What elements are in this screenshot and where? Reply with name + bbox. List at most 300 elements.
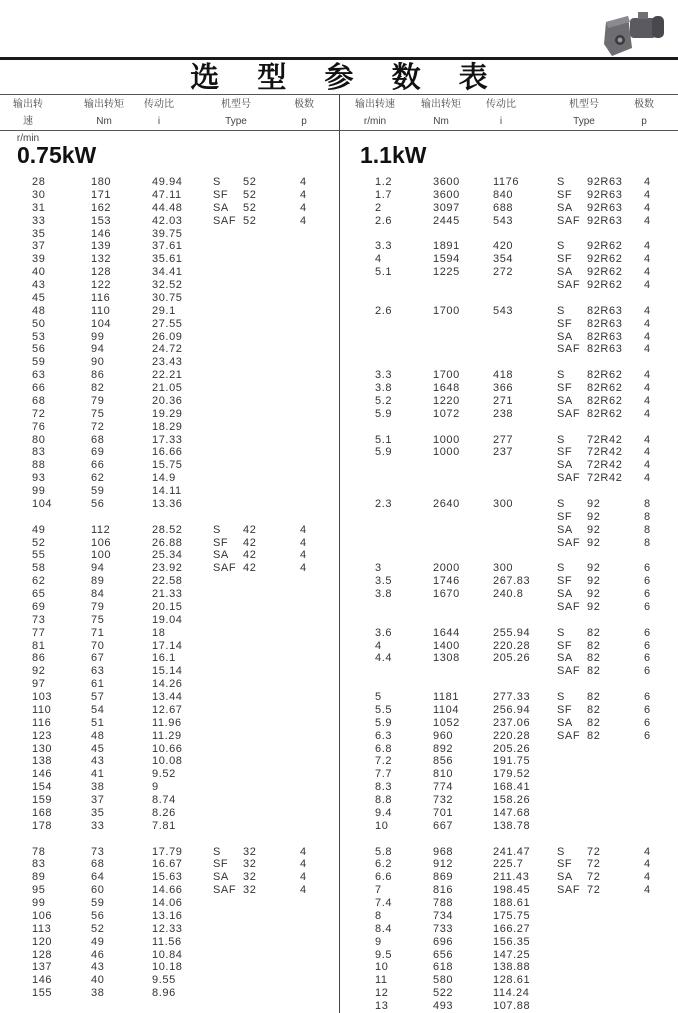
output-torque-cell: 37 (91, 794, 105, 806)
column-header-unit: i (499, 116, 503, 127)
ratio-cell: 16.67 (152, 858, 183, 871)
ratio-cell: 13.44 (152, 691, 183, 703)
table-row (0, 871, 339, 884)
type-series-cell: SF (557, 510, 573, 523)
ratio-cell: 220.28 (493, 639, 531, 652)
output-torque-cell: 89 (91, 575, 105, 588)
output-torque-cell: 734 (433, 909, 454, 922)
group-spacer (340, 292, 678, 305)
poles-cell: 6 (644, 588, 651, 600)
table-row (0, 691, 339, 704)
output-speed-cell: 110 (32, 703, 52, 716)
table-row (340, 253, 678, 266)
output-torque-cell: 48 (91, 729, 105, 742)
ratio-cell: 114.24 (493, 987, 530, 1000)
ratio-cell: 240.8 (493, 588, 524, 600)
output-speed-cell: 68 (32, 394, 46, 407)
table-row (340, 794, 678, 807)
type-size-cell: 82 (587, 716, 601, 729)
ratio-cell: 107.88 (493, 1000, 531, 1012)
group-spacer (340, 833, 678, 846)
type-size-cell: 92 (587, 523, 601, 536)
table-row (0, 240, 339, 253)
table-row (340, 884, 678, 897)
type-series-cell: S (557, 369, 565, 382)
poles-cell: 4 (300, 549, 307, 562)
output-speed-cell: 76 (32, 420, 46, 433)
type-size-cell: 72 (587, 858, 601, 871)
ratio-cell: 168.41 (493, 781, 531, 794)
poles-cell: 6 (644, 652, 651, 665)
output-torque-cell: 1594 (433, 253, 460, 266)
output-speed-cell: 48 (32, 304, 46, 317)
output-speed-cell: 4 (375, 253, 382, 266)
table-row (340, 627, 678, 640)
ratio-cell: 277 (493, 433, 514, 446)
table-row (340, 846, 678, 859)
ratio-cell: 256.94 (493, 703, 531, 716)
output-torque-cell: 2000 (433, 562, 460, 575)
ratio-cell: 267.83 (493, 575, 531, 588)
ratio-cell: 220.28 (493, 729, 531, 742)
output-torque-cell: 146 (91, 227, 112, 240)
ratio-cell: 255.94 (493, 626, 531, 639)
output-torque-cell: 43 (91, 961, 105, 974)
poles-cell: 8 (644, 536, 651, 549)
type-size-cell: 82R63 (587, 304, 623, 317)
table-row (340, 434, 678, 447)
output-speed-cell: 88 (32, 459, 46, 472)
output-speed-cell: 3.8 (375, 588, 393, 600)
type-series-cell: SAF (557, 472, 581, 485)
column-header-unit: Type (225, 116, 247, 127)
output-torque-cell: 892 (433, 742, 454, 755)
output-torque-cell: 73 (91, 845, 105, 858)
type-size-cell: 82 (587, 691, 601, 703)
output-speed-cell: 2.3 (375, 497, 393, 510)
poles-cell: 4 (300, 523, 307, 536)
output-speed-cell: 6.2 (375, 858, 393, 871)
ratio-cell: 237 (493, 446, 514, 459)
output-speed-cell: 5.9 (375, 446, 393, 459)
ratio-cell: 18 (152, 626, 166, 639)
table-row (340, 459, 678, 472)
selection-table-left (0, 176, 339, 1000)
output-torque-cell: 153 (91, 214, 112, 227)
type-size-cell: 82 (587, 626, 601, 639)
type-size-cell: 42 (243, 523, 257, 536)
output-torque-cell: 38 (91, 781, 105, 794)
ratio-cell: 237.06 (493, 716, 531, 729)
ratio-cell: 14.11 (152, 485, 182, 497)
table-row (340, 665, 678, 678)
output-speed-cell: 5.9 (375, 716, 393, 729)
ratio-cell: 188.61 (493, 897, 531, 909)
ratio-cell: 8.26 (152, 806, 176, 819)
table-row (340, 640, 678, 653)
type-series-cell: S (557, 562, 565, 575)
poles-cell: 6 (644, 716, 651, 729)
output-speed-cell: 43 (32, 279, 46, 291)
ratio-cell: 840 (493, 188, 514, 201)
table-row (0, 820, 339, 833)
output-speed-cell: 2 (375, 201, 382, 214)
poles-cell: 4 (300, 845, 307, 858)
output-torque-cell: 733 (433, 922, 454, 935)
output-speed-cell: 30 (32, 188, 46, 201)
ratio-cell: 10.84 (152, 948, 183, 961)
type-size-cell: 72 (587, 871, 601, 884)
table-row (0, 743, 339, 756)
poles-cell: 4 (644, 382, 651, 394)
table-row (0, 614, 339, 627)
poles-cell: 4 (300, 562, 307, 575)
type-series-cell: SA (213, 201, 229, 214)
output-speed-cell: 55 (32, 549, 46, 562)
output-torque-cell: 116 (91, 291, 111, 304)
type-series-cell: SA (213, 549, 229, 562)
table-row (0, 807, 339, 820)
type-series-cell: S (213, 176, 221, 188)
output-torque-cell: 94 (91, 562, 105, 575)
poles-cell: 4 (644, 845, 651, 858)
output-speed-cell: 113 (32, 922, 52, 935)
output-speed-cell: 4 (375, 639, 382, 652)
output-speed-cell: 39 (32, 253, 46, 266)
output-torque-cell: 1746 (433, 575, 460, 588)
type-series-cell: SF (557, 253, 573, 266)
ratio-cell: 271 (493, 394, 514, 407)
output-speed-cell: 33 (32, 214, 46, 227)
ratio-cell: 37.61 (152, 240, 183, 253)
poles-cell: 4 (644, 188, 651, 201)
output-speed-cell: 2.6 (375, 214, 393, 227)
column-header-label: 输出转速 (13, 99, 43, 127)
output-torque-cell: 1220 (433, 394, 460, 407)
poles-cell: 4 (644, 343, 651, 356)
table-row (340, 768, 678, 781)
output-speed-cell: 10 (375, 961, 389, 974)
type-size-cell: 52 (243, 214, 257, 227)
table-row (340, 279, 678, 292)
table-row (340, 871, 678, 884)
table-row (340, 369, 678, 382)
table-row (0, 794, 339, 807)
output-speed-cell: 104 (32, 497, 53, 510)
ratio-cell: 34.41 (152, 266, 183, 279)
ratio-cell: 18.29 (152, 420, 183, 433)
type-size-cell: 52 (243, 176, 257, 188)
ratio-cell: 198.45 (493, 884, 531, 897)
table-row (0, 266, 339, 279)
table-row (0, 665, 339, 678)
table-row (0, 472, 339, 485)
group-spacer (340, 228, 678, 241)
output-speed-cell: 5 (375, 691, 382, 703)
output-torque-cell: 696 (433, 935, 454, 948)
output-speed-cell: 154 (32, 781, 53, 794)
poles-cell: 4 (644, 394, 651, 407)
power-heading-left: 0.75kW (17, 142, 97, 168)
table-row (0, 485, 339, 498)
output-torque-cell: 618 (433, 961, 454, 974)
output-speed-cell: 83 (32, 858, 46, 871)
output-torque-cell: 139 (91, 240, 112, 253)
output-torque-cell: 69 (91, 446, 105, 459)
type-size-cell: 82R62 (587, 369, 623, 382)
poles-cell: 4 (644, 317, 651, 330)
table-row (0, 318, 339, 331)
type-size-cell: 42 (243, 562, 257, 575)
ratio-cell: 191.75 (493, 755, 531, 768)
output-torque-cell: 960 (433, 729, 454, 742)
type-series-cell: S (213, 845, 221, 858)
ratio-cell: 16.66 (152, 446, 183, 459)
ratio-cell: 49.94 (152, 176, 183, 188)
output-torque-cell: 41 (91, 768, 105, 781)
table-row (340, 511, 678, 524)
ratio-cell: 175.75 (493, 909, 531, 922)
output-torque-cell: 61 (91, 678, 105, 691)
ratio-cell: 17.14 (152, 639, 183, 652)
type-series-cell: SF (557, 575, 573, 588)
table-row (0, 923, 339, 936)
table-row (0, 459, 339, 472)
table-row (0, 755, 339, 768)
poles-cell: 4 (644, 433, 651, 446)
output-torque-cell: 75 (91, 407, 105, 420)
output-torque-cell: 67 (91, 652, 105, 665)
table-row (340, 601, 678, 614)
group-spacer (340, 485, 678, 498)
table-row (0, 305, 339, 318)
type-size-cell: 82 (587, 729, 601, 742)
type-size-cell: 82R63 (587, 343, 623, 356)
ratio-cell: 300 (493, 497, 514, 510)
poles-cell: 4 (300, 201, 307, 214)
output-speed-cell: 120 (32, 935, 53, 948)
type-size-cell: 92R63 (587, 214, 623, 227)
output-speed-cell: 116 (32, 716, 52, 729)
type-series-cell: SAF (213, 214, 237, 227)
ratio-cell: 1176 (493, 176, 520, 188)
output-torque-cell: 51 (91, 716, 105, 729)
ratio-cell: 24.72 (152, 343, 183, 356)
type-series-cell: S (557, 497, 565, 510)
type-series-cell: SA (557, 459, 573, 472)
output-speed-cell: 5.5 (375, 703, 393, 716)
output-torque-cell: 1181 (433, 691, 460, 703)
type-size-cell: 72R42 (587, 433, 623, 446)
column-header-unit: p (301, 116, 307, 127)
poles-cell: 4 (644, 459, 651, 472)
ratio-cell: 15.75 (152, 459, 183, 472)
output-torque-cell: 856 (433, 755, 454, 768)
table-row (340, 331, 678, 344)
type-series-cell: SF (557, 382, 573, 394)
type-size-cell: 72R42 (587, 472, 623, 485)
column-header-label: 输出转矩 (84, 99, 124, 110)
output-speed-cell: 78 (32, 845, 46, 858)
ratio-cell: 138.78 (493, 819, 531, 832)
poles-cell: 8 (644, 510, 651, 523)
output-torque-cell: 2445 (433, 214, 460, 227)
table-row (0, 717, 339, 730)
ratio-cell: 21.05 (152, 382, 183, 394)
ratio-cell: 418 (493, 369, 514, 382)
ratio-cell: 25.34 (152, 549, 183, 562)
output-speed-cell: 99 (32, 485, 46, 497)
output-torque-cell: 106 (91, 536, 112, 549)
ratio-cell: 147.68 (493, 806, 531, 819)
type-series-cell: S (557, 691, 565, 703)
type-size-cell: 92R62 (587, 266, 623, 279)
output-torque-cell: 40 (91, 974, 105, 987)
output-speed-cell: 95 (32, 884, 46, 897)
output-torque-cell: 59 (91, 897, 105, 909)
type-size-cell: 92 (587, 588, 601, 600)
output-torque-cell: 656 (433, 948, 454, 961)
output-torque-cell: 1648 (433, 382, 460, 394)
output-speed-cell: 40 (32, 266, 46, 279)
type-series-cell: SAF (557, 600, 581, 613)
ratio-cell: 10.66 (152, 742, 183, 755)
output-speed-cell: 5.1 (375, 266, 393, 279)
poles-cell: 4 (300, 871, 307, 884)
output-torque-cell: 35 (91, 806, 105, 819)
table-row (340, 240, 678, 253)
type-series-cell: SF (213, 188, 229, 201)
output-torque-cell: 59 (91, 485, 105, 497)
type-series-cell: SF (557, 188, 573, 201)
output-torque-cell: 1072 (433, 407, 460, 420)
table-row (0, 768, 339, 781)
type-series-cell: SAF (213, 884, 237, 897)
output-speed-cell: 3.5 (375, 575, 393, 588)
table-row (340, 717, 678, 730)
ratio-cell: 13.36 (152, 497, 183, 510)
table-row (0, 678, 339, 691)
poles-cell: 4 (644, 266, 651, 279)
table-row (340, 537, 678, 550)
power-heading-right: 1.1kW (360, 142, 427, 168)
table-row (0, 202, 339, 215)
ratio-cell: 277.33 (493, 691, 531, 703)
ratio-cell: 543 (493, 304, 514, 317)
table-row (0, 421, 339, 434)
poles-cell: 4 (300, 536, 307, 549)
table-row (0, 588, 339, 601)
poles-cell: 6 (644, 691, 651, 703)
output-torque-cell: 1644 (433, 626, 460, 639)
output-torque-cell: 132 (91, 253, 112, 266)
output-torque-cell: 94 (91, 343, 105, 356)
ratio-cell: 8.96 (152, 987, 176, 1000)
output-speed-cell: 58 (32, 562, 46, 575)
table-row (0, 704, 339, 717)
table-row (0, 176, 339, 189)
output-torque-cell: 70 (91, 639, 105, 652)
ratio-cell: 28.52 (152, 523, 183, 536)
output-torque-cell: 56 (91, 497, 105, 510)
column-header-unit: Nm (433, 116, 449, 127)
output-speed-cell: 159 (32, 794, 53, 806)
table-row (0, 228, 339, 241)
ratio-cell: 354 (493, 253, 514, 266)
output-speed-cell: 8.4 (375, 922, 393, 935)
output-torque-cell: 128 (91, 266, 112, 279)
table-row (340, 730, 678, 743)
ratio-cell: 420 (493, 240, 514, 253)
output-torque-cell: 38 (91, 987, 105, 1000)
table-row (0, 961, 339, 974)
output-speed-cell: 9.5 (375, 948, 393, 961)
table-row (0, 884, 339, 897)
output-speed-cell: 6.8 (375, 742, 393, 755)
type-series-cell: SA (557, 716, 573, 729)
output-torque-cell: 110 (91, 304, 111, 317)
table-row (0, 253, 339, 266)
poles-cell: 4 (644, 176, 651, 188)
gear-motor-product-image (602, 8, 668, 58)
output-speed-cell: 6.3 (375, 729, 393, 742)
group-spacer (340, 421, 678, 434)
table-row (340, 176, 678, 189)
type-series-cell: SF (213, 858, 229, 871)
type-size-cell: 32 (243, 845, 257, 858)
table-row (340, 755, 678, 768)
type-size-cell: 92R62 (587, 240, 623, 253)
ratio-cell: 13.16 (152, 909, 183, 922)
output-speed-cell: 146 (32, 768, 53, 781)
output-torque-cell: 90 (91, 356, 105, 369)
type-size-cell: 92R63 (587, 176, 623, 188)
output-speed-cell: 130 (32, 742, 53, 755)
table-row (0, 575, 339, 588)
type-series-cell: SF (557, 858, 573, 871)
ratio-cell: 272 (493, 266, 514, 279)
table-row (340, 987, 678, 1000)
table-row (340, 588, 678, 601)
poles-cell: 4 (300, 176, 307, 188)
output-speed-cell: 3.6 (375, 626, 393, 639)
table-row (0, 974, 339, 987)
output-torque-cell: 1104 (433, 703, 460, 716)
table-row (340, 974, 678, 987)
ratio-cell: 300 (493, 562, 514, 575)
column-header-label: 极数 (634, 99, 654, 110)
table-row (340, 305, 678, 318)
poles-cell: 4 (644, 871, 651, 884)
output-speed-cell: 7.7 (375, 768, 393, 781)
ratio-cell: 14.06 (152, 897, 183, 909)
table-row (0, 627, 339, 640)
table-row (0, 601, 339, 614)
type-size-cell: 32 (243, 858, 257, 871)
table-row (340, 318, 678, 331)
output-speed-cell: 53 (32, 330, 46, 343)
output-torque-cell: 667 (433, 819, 454, 832)
group-spacer (340, 356, 678, 369)
type-size-cell: 72 (587, 845, 601, 858)
output-speed-cell: 13 (375, 1000, 389, 1012)
output-speed-cell: 3.8 (375, 382, 393, 394)
type-series-cell: SA (557, 523, 573, 536)
output-speed-cell: 1.7 (375, 188, 393, 201)
ratio-cell: 12.67 (152, 703, 183, 716)
table-row (0, 408, 339, 421)
output-torque-cell: 45 (91, 742, 105, 755)
